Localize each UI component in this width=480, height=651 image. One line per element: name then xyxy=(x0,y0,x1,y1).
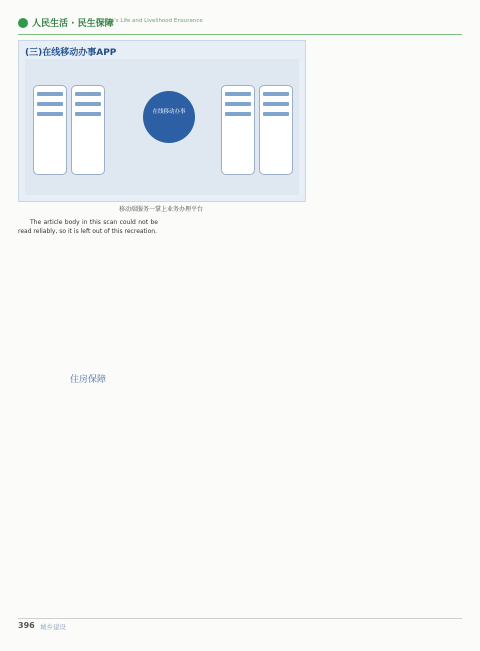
app-figure xyxy=(18,40,306,202)
app-hub-icon xyxy=(143,91,195,143)
journal-name: 城乡建设 xyxy=(40,623,66,631)
figure-illustration xyxy=(25,59,299,195)
figure-caption: 移动端服务一掌上业务办理平台 xyxy=(118,206,203,213)
phone-screen-icon xyxy=(259,85,293,175)
phone-screen-icon xyxy=(221,85,255,175)
figure-title: (三)在线移动办事APP xyxy=(25,48,117,58)
section-label: 人民生活 · 民生保障 xyxy=(32,19,114,29)
section-english-label: People's Life and Livelihood Ensurance xyxy=(96,18,203,24)
phone-screen-icon xyxy=(33,85,67,175)
hub-label: 在线移动办事 xyxy=(152,109,186,115)
section-marker-icon xyxy=(18,18,28,28)
body-placeholder: The article body in this scan could not be read reliably, so it is left out of this recreation. xyxy=(18,219,158,235)
page-header xyxy=(18,16,462,35)
page-footer xyxy=(18,618,462,633)
section-title: 住房保障 xyxy=(69,375,106,385)
page-number: 396 xyxy=(18,621,35,630)
phone-screen-icon xyxy=(71,85,105,175)
body-column xyxy=(18,218,158,368)
